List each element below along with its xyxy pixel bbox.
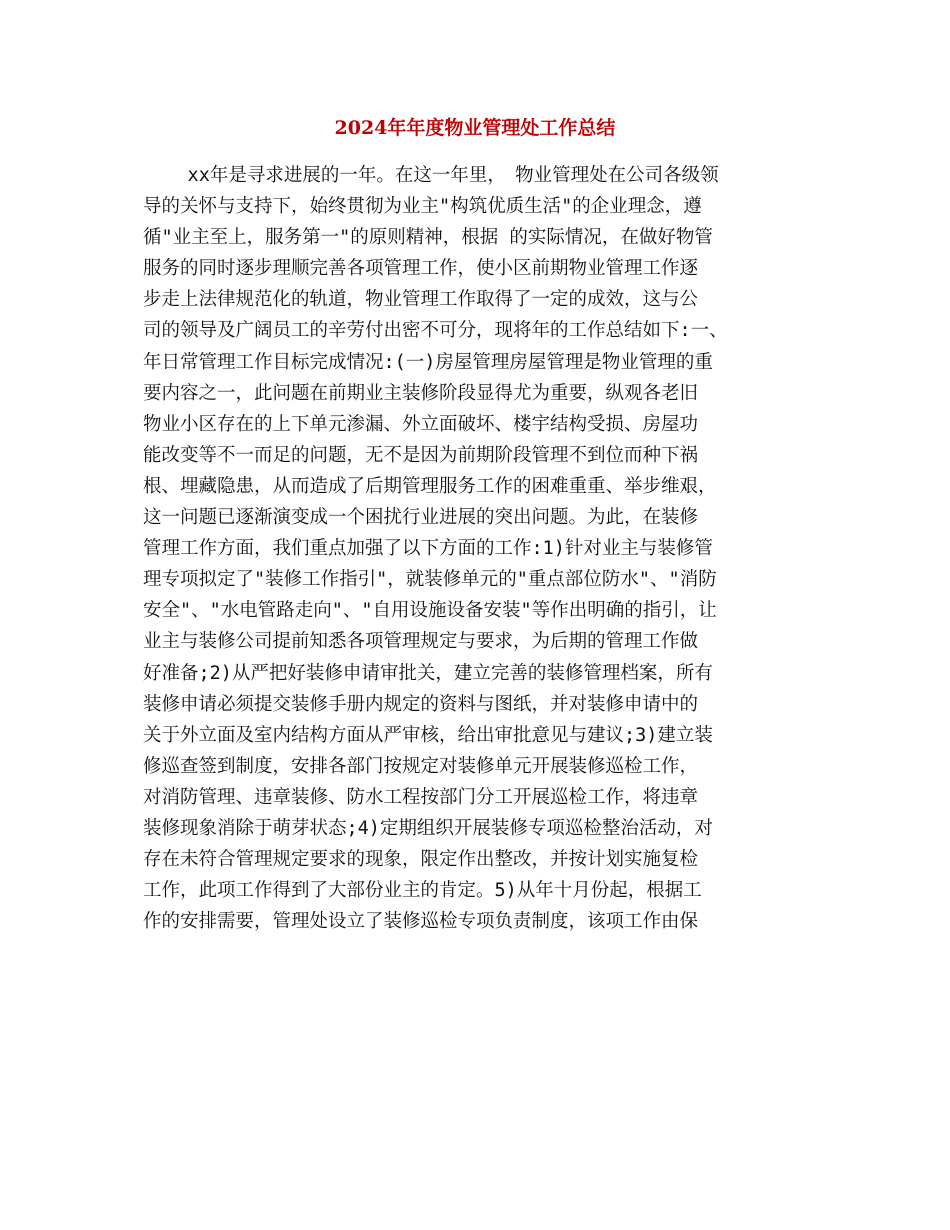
body-text-line: 物业小区存在的上下单元渗漏、外立面破坏、楼宇结构受损、房屋功	[143, 413, 699, 435]
body-text-line: 年日常管理工作目标完成情况:(一)房屋管理房屋管理是物业管理的重	[143, 351, 713, 373]
body-text-line: 步走上法律规范化的轨道，物业管理工作取得了一定的成效，这与公	[143, 289, 699, 311]
body-text-line: 关于外立面及室内结构方面从严审核，给出审批意见与建议;3)建立装	[143, 724, 713, 746]
body-text-line: 这一问题已逐渐演变成一个困扰行业进展的突出问题。为此，在装修	[143, 507, 699, 529]
body-text-line: 循"业主至上，服务第一"的原则精神，根据 的实际情况，在做好物管	[143, 227, 713, 249]
body-text-line: 要内容之一，此问题在前期业主装修阶段显得尤为重要，纵观各老旧	[143, 382, 699, 404]
body-text-line: 好准备;2)从严把好装修申请审批关，建立完善的装修管理档案，所有	[143, 662, 713, 684]
document-title: 2024年年度物业管理处工作总结	[334, 117, 616, 139]
body-text-line: 服务的同时逐步理顺完善各项管理工作，使小区前期物业管理工作逐	[143, 258, 699, 280]
body-text-line: 存在未符合管理规定要求的现象，限定作出整改，并按计划实施复检	[143, 849, 699, 871]
body-text-line: 司的领导及广阔员工的辛劳付出密不可分，现将年的工作总结如下:一、	[143, 320, 728, 342]
body-text-line: 根、埋藏隐患，从而造成了后期管理服务工作的困难重重、举步维艰，	[143, 475, 717, 497]
body-text-line: xx年是寻求进展的一年。在这一年里， 物业管理处在公司各级领	[143, 165, 719, 186]
body-text-line: 装修现象消除于萌芽状态;4)定期组织开展装修专项巡检整治活动，对	[143, 817, 713, 839]
body-text-line: 装修申请必须提交装修手册内规定的资料与图纸，并对装修申请中的	[143, 693, 699, 715]
body-text-line: 工作，此项工作得到了大部份业主的肯定。5)从年十月份起，根据工	[143, 880, 702, 902]
document-body	[143, 160, 808, 937]
body-text-line: 导的关怀与支持下，始终贯彻为业主"构筑优质生活"的企业理念，遵	[143, 196, 702, 218]
body-text-line: 修巡查签到制度，安排各部门按规定对装修单元开展装修巡检工作，	[143, 755, 699, 777]
body-text-line: 对消防管理、违章装修、防水工程按部门分工开展巡检工作，将违章	[143, 786, 699, 808]
body-text-line: 管理工作方面，我们重点加强了以下方面的工作:1)针对业主与装修管	[143, 538, 713, 560]
body-text-line: 作的安排需要，管理处设立了装修巡检专项负责制度，该项工作由保	[143, 911, 699, 933]
body-text-line: 安全"、"水电管路走向"、"自用设施设备安装"等作出明确的指引，让	[143, 600, 717, 622]
body-text-line: 能改变等不一而足的问题，无不是因为前期阶段管理不到位而种下祸	[143, 444, 699, 466]
body-text-line: 理专项拟定了"装修工作指引"，就装修单元的"重点部位防水"、"消防	[143, 569, 717, 591]
body-text-line: 业主与装修公司提前知悉各项管理规定与要求，为后期的管理工作做	[143, 631, 699, 653]
